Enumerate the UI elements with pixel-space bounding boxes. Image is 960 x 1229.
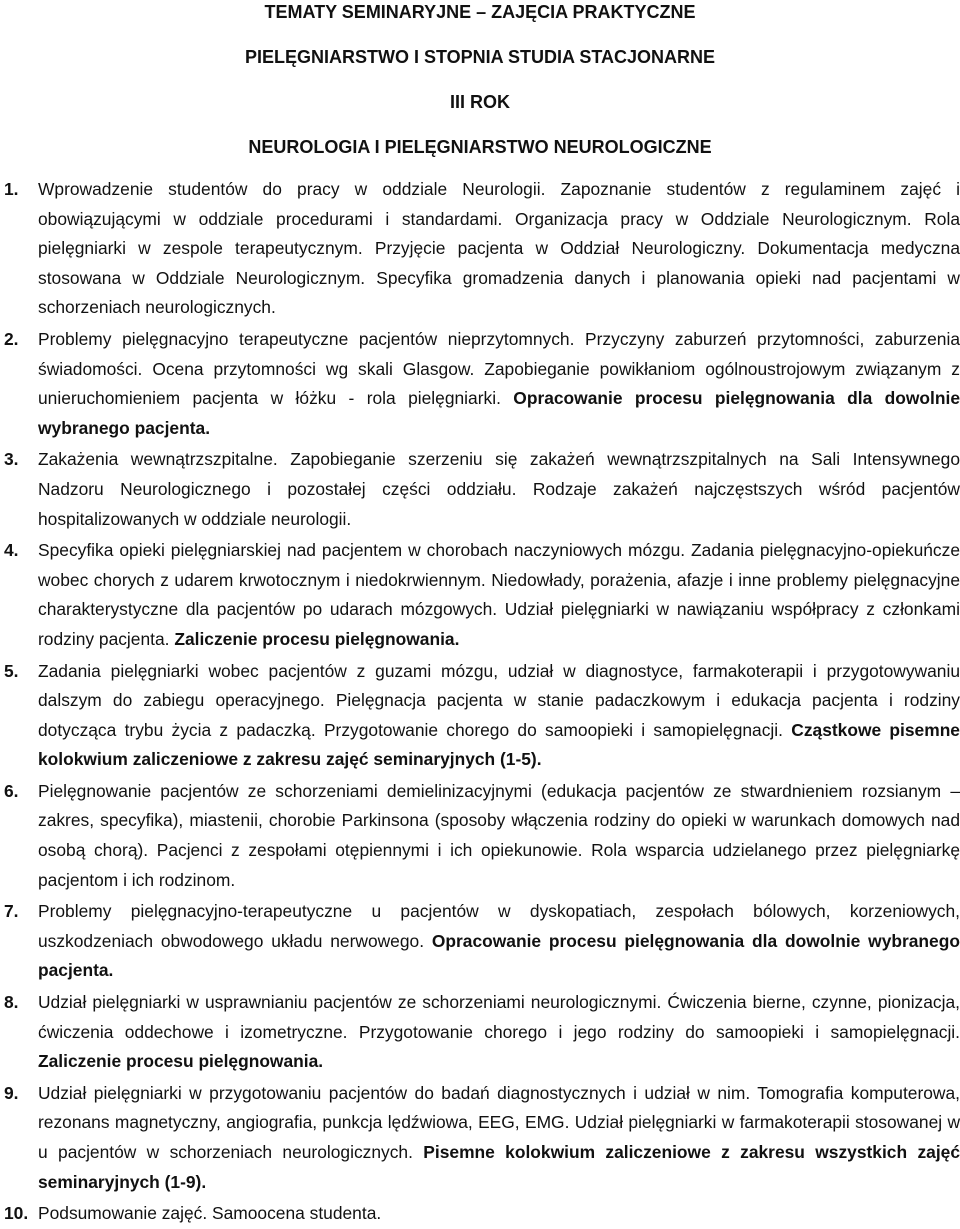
subject-heading: NEUROLOGIA I PIELĘGNIARSTWO NEUROLOGICZNE bbox=[248, 137, 712, 157]
topic-body: Problemy pielęgnacyjno terapeutyczne pacjentów nieprzytomnych. Przyczyny zaburzeń przytomności, zaburzenia świadomości. Ocena przytomności wg skali Glasgow. Zapobieganie powikłaniom ogólnoustrojowym związanym z unieruchomieniem pacjenta w łóżku - rola pielęgniarki. bbox=[38, 328, 960, 409]
program-heading: PIELĘGNIARSTWO I STOPNIA STUDIA STACJONARNE bbox=[244, 47, 716, 67]
topic-body: Zadania pielęgniarki wobec pacjentów z guzami mózgu, udział w diagnostyce, farmakoterapii i przygotowywaniu dalszym do zabiegu operacyjnego. Pielęgnacja pacjenta w stanie padaczkowym i edukacja pacjenta i rodziny dotycząca trybu życia z padaczką. Przygotowanie chorego do samoopieki i samopielęgnacji. bbox=[38, 660, 960, 740]
topic-body: Zakażenia wewnątrzszpitalne. Zapobieganie szerzeniu się zakażeń wewnątrzszpitalnych na Sali Intensywnego Nadzoru Neurologicznego i pozostałej części oddziału. Rodzaje zakażeń najczęstszych wśród pacjentów hospitalizowanych w oddziale neurologii. bbox=[38, 449, 960, 529]
topic-text bbox=[38, 445, 960, 534]
topic-number: 5. bbox=[4, 660, 19, 681]
topic-number: 10. bbox=[4, 1203, 29, 1224]
topic-body: Udział pielęgniarki w przygotowaniu pacjentów do badań diagnostycznych i udział w nim. Tomografia komputerowa, rezonans magnetyczny, angiografia, punkcja lędźwiowa, EEG, EMG. Udział pielęgniarki w farmakoterapii stosowanej w u pacjentów w schorzeniach neurologicznych. bbox=[38, 1082, 960, 1162]
topic-number: 4. bbox=[4, 540, 19, 561]
topic-emphasis: Zaliczenie procesu pielęgnowania. bbox=[174, 628, 460, 649]
topic-item bbox=[0, 988, 960, 1077]
topic-number: 6. bbox=[4, 780, 19, 801]
topic-number: 8. bbox=[4, 992, 19, 1013]
topic-body: Wprowadzenie studentów do pracy w oddziale Neurologii. Zapoznanie studentów z regulaminem zajęć i obowiązującymi w oddziale procedurami i standardami. Organizacja pracy w Oddziale Neurologicznym. Rola pielęgniarki w zespole terapeutycznym. Przyjęcie pacjenta w Oddział Neurologiczny. Dokumentacja medyczna stosowana w Oddziale Neurologicznym. Specyfika gromadzenia danych i planowania opieki nad pacjentami w schorzeniach neurologicznych. bbox=[38, 179, 960, 318]
topics-list bbox=[0, 175, 960, 1229]
year-heading: III ROK bbox=[449, 92, 510, 112]
topic-item bbox=[0, 445, 960, 534]
topic-text bbox=[38, 175, 960, 323]
topic-item bbox=[0, 657, 960, 775]
topic-number: 2. bbox=[4, 328, 19, 349]
topic-body: Podsumowanie zajęć. Samoocena studenta. bbox=[38, 1203, 382, 1224]
topic-item bbox=[0, 536, 960, 654]
topic-body: Problemy pielęgnacyjno-terapeutyczne u pacjentów w dyskopatiach, zespołach bólowych, korzeniowych, uszkodzeniach obwodowego układu nerwowego. bbox=[38, 901, 960, 951]
topic-item bbox=[0, 325, 960, 443]
topic-number: 9. bbox=[4, 1082, 19, 1103]
topic-text bbox=[38, 988, 960, 1077]
topic-text bbox=[38, 897, 960, 986]
topic-body: Pielęgnowanie pacjentów ze schorzeniami demielinizacyjnymi (edukacja pacjentów ze stwardnieniem rozsianym – zakres, specyfika), miastenii, chorobie Parkinsona (sposoby włączenia rodziny do opieki w warunkach domowych nad osobą chorą). Pacjenci z zespołami otępiennymi i ich opiekunowie. Rola wsparcia udzielanego przez pielęgniarkę pacjentom i ich rodzinom. bbox=[38, 780, 960, 890]
topic-item bbox=[0, 897, 960, 986]
topic-text bbox=[38, 1079, 960, 1197]
topic-text bbox=[38, 657, 960, 775]
topic-emphasis: Opracowanie procesu pielęgnowania dla dowolnie wybranego pacjenta. bbox=[38, 930, 960, 981]
topic-emphasis: Zaliczenie procesu pielęgnowania. bbox=[38, 1051, 324, 1072]
topic-text bbox=[38, 777, 960, 895]
topic-body: Udział pielęgniarki w usprawnianiu pacjentów ze schorzeniami neurologicznymi. Ćwiczenia bierne, czynne, pionizacja, ćwiczenia oddechowe i izometryczne. Przygotowanie chorego i jego rodziny do samoopieki i samopielęgnacji. bbox=[38, 992, 960, 1042]
topic-number: 1. bbox=[4, 179, 19, 199]
topic-emphasis: Pisemne kolokwium zaliczeniowe z zakresu wszystkich zajęć seminaryjnych (1-9). bbox=[38, 1142, 960, 1192]
topic-text bbox=[38, 536, 960, 654]
topic-number: 3. bbox=[4, 449, 19, 470]
topic-item bbox=[0, 777, 960, 895]
topic-item bbox=[0, 1199, 960, 1229]
topic-text bbox=[38, 1199, 960, 1229]
topic-number: 7. bbox=[4, 901, 19, 922]
topic-item bbox=[0, 1079, 960, 1197]
topic-emphasis: Opracowanie procesu pielęgnowania dla dowolnie wybranego pacjenta. bbox=[38, 388, 960, 438]
topic-item bbox=[0, 175, 960, 323]
document-title: TEMATY SEMINARYJNE – ZAJĘCIA PRAKTYCZNE bbox=[264, 2, 696, 22]
topic-text bbox=[38, 325, 960, 443]
topic-body: Specyfika opieki pielęgniarskiej nad pacjentem w chorobach naczyniowych mózgu. Zadania pielęgnacyjno-opiekuńcze wobec chorych z udarem krwotocznym i niedokrwiennym. Niedowłady, porażenia, afazje i inne problemy pielęgnacyjne charakterystyczne dla pacjentów po udarach mózgowych. Udział pielęgniarki w nawiązaniu współpracy z członkami rodziny pacjenta. bbox=[38, 540, 960, 649]
topic-emphasis: Cząstkowe pisemne kolokwium zaliczeniowe z zakresu zajęć seminaryjnych (1-5). bbox=[38, 719, 960, 770]
